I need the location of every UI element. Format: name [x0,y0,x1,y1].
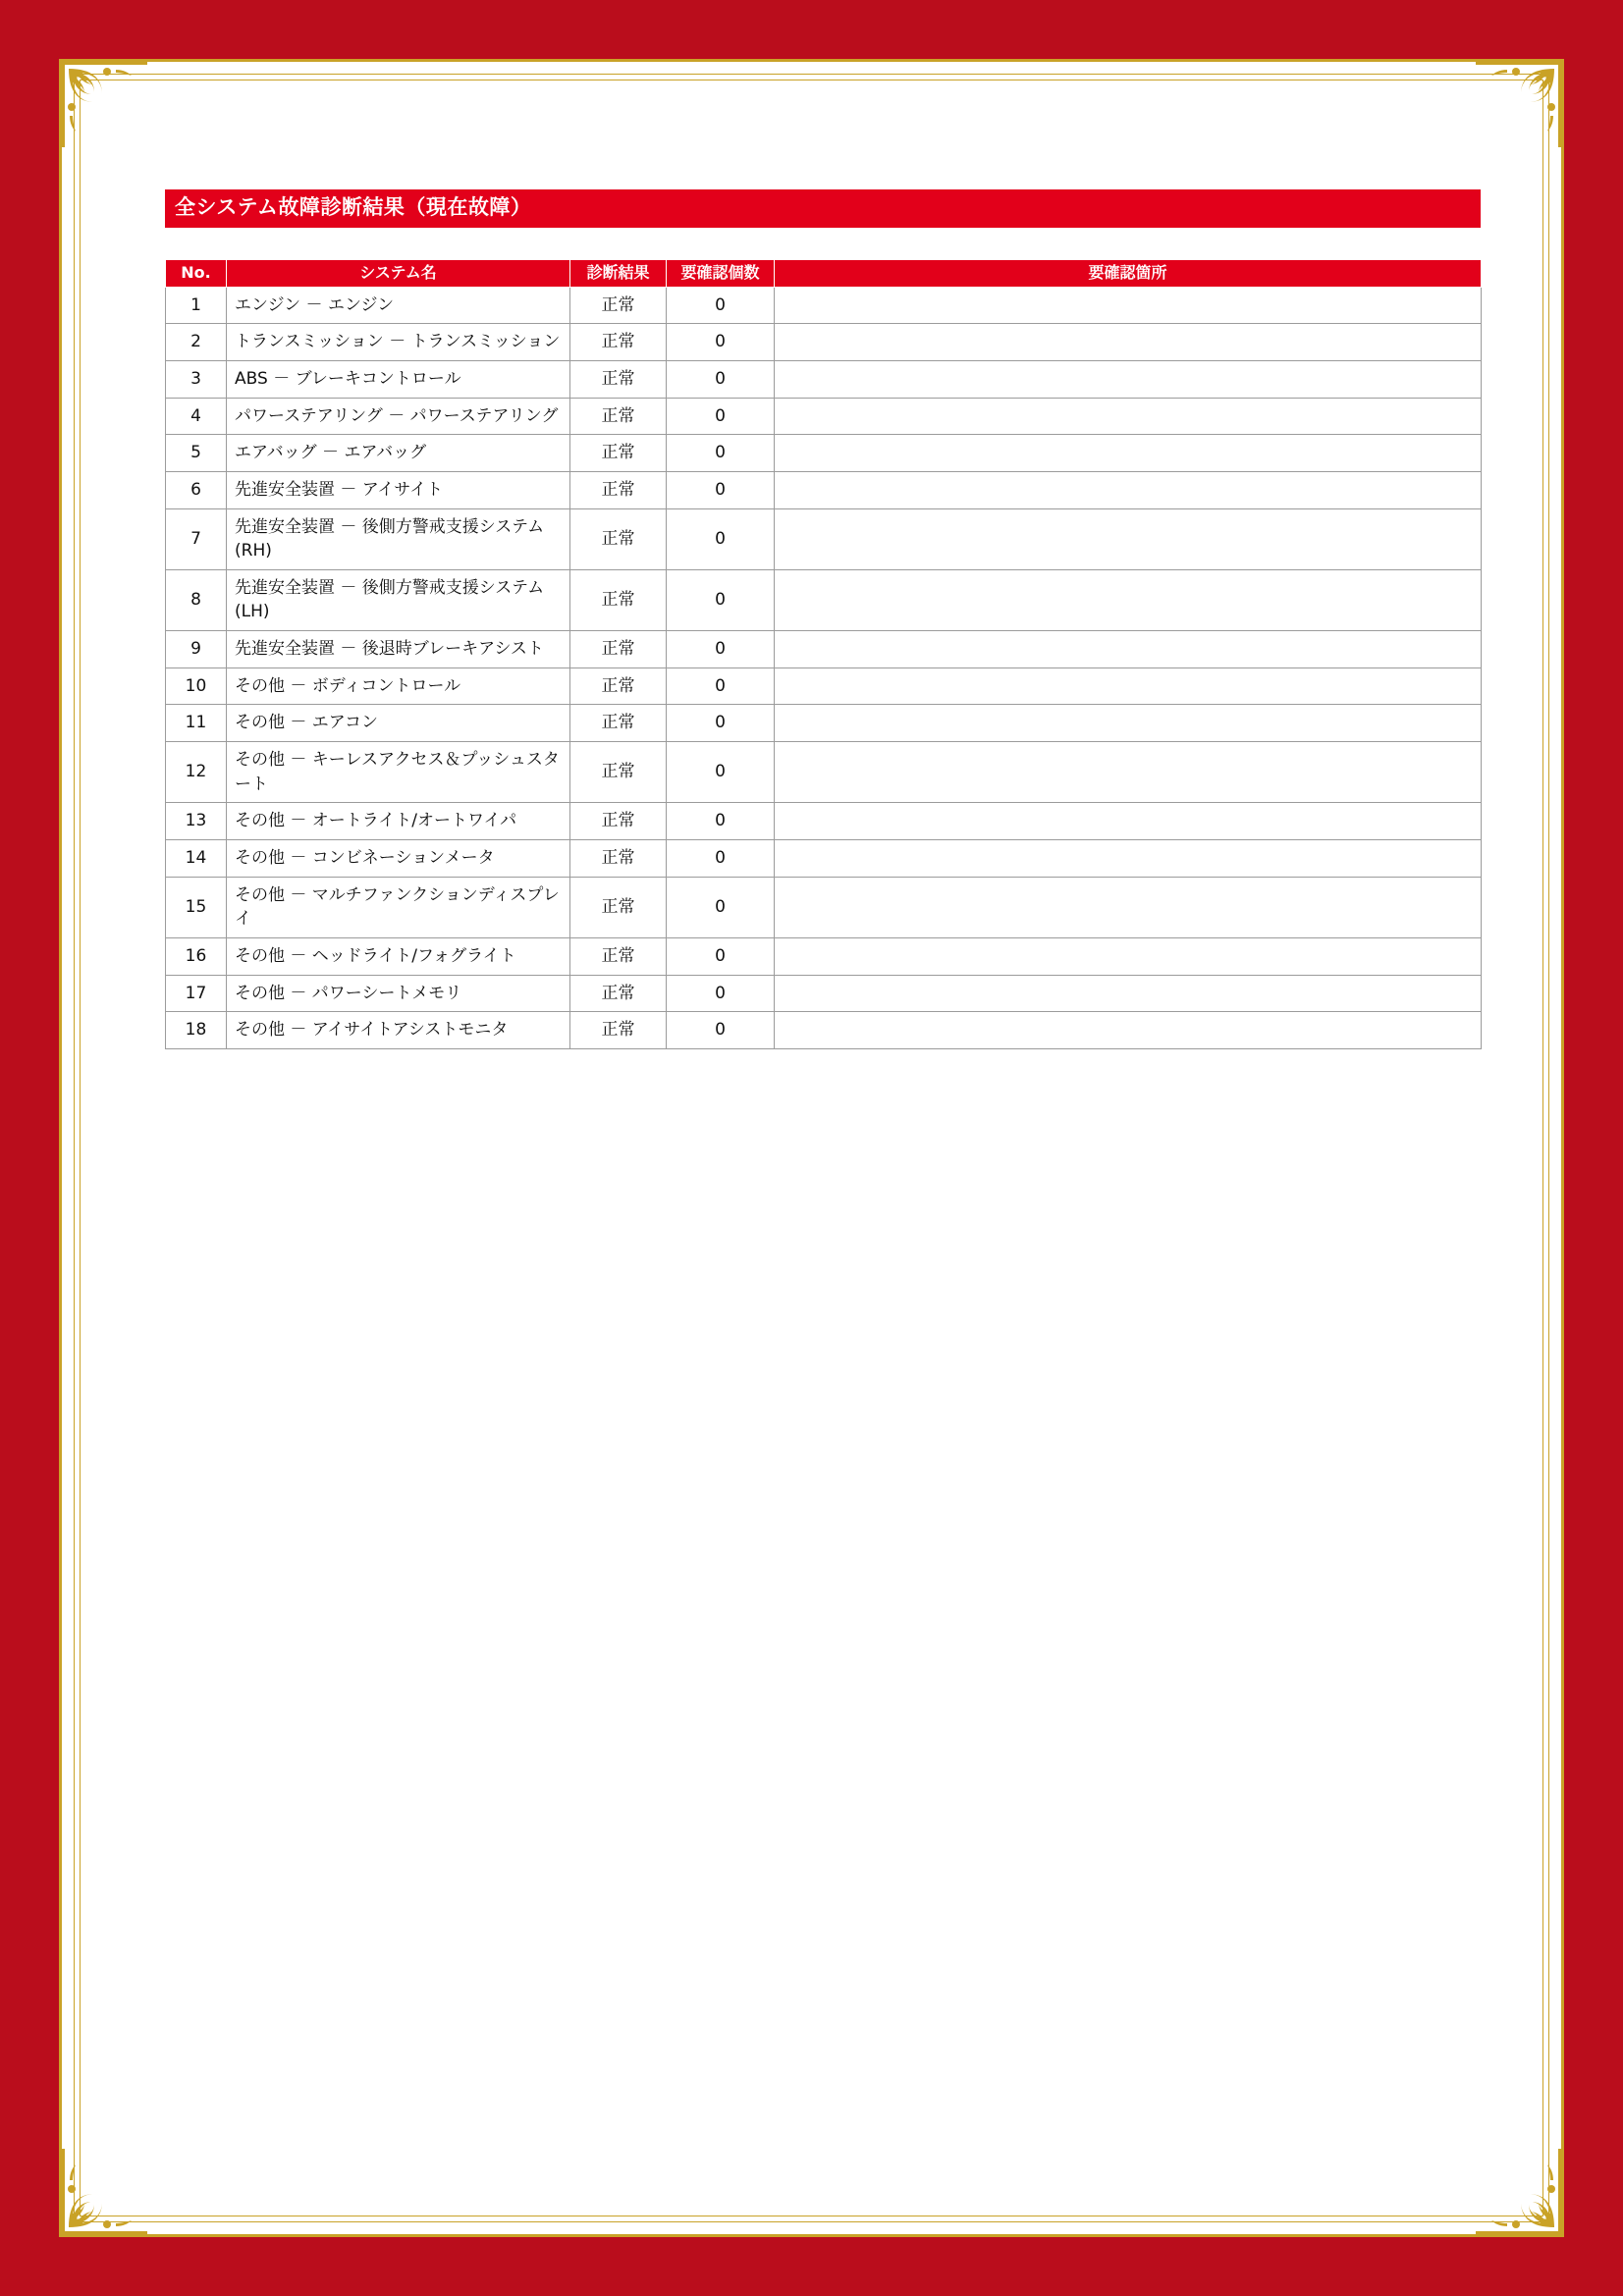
cell-check-count: 0 [667,471,775,508]
cell-check-location [775,569,1482,630]
cell-check-count: 0 [667,569,775,630]
cell-no: 16 [166,937,227,975]
cell-check-count: 0 [667,1012,775,1049]
cell-check-count: 0 [667,508,775,569]
cell-system-name: その他 － アイサイトアシストモニタ [227,1012,570,1049]
table-row [166,975,1482,1012]
table-row [166,705,1482,742]
cell-system-name: ABS － ブレーキコントロール [227,360,570,398]
column-header-count: 要確認個数 [667,260,775,288]
cell-diagnosis-result: 正常 [570,975,667,1012]
cell-check-count: 0 [667,398,775,435]
table-row [166,937,1482,975]
cell-no: 18 [166,1012,227,1049]
cell-no: 15 [166,877,227,937]
cell-no: 3 [166,360,227,398]
cell-check-location [775,705,1482,742]
cell-no: 10 [166,667,227,705]
cell-check-location [775,1012,1482,1049]
cell-diagnosis-result: 正常 [570,398,667,435]
diagnostic-results-table [165,259,1482,1049]
table-row [166,398,1482,435]
cell-diagnosis-result: 正常 [570,569,667,630]
cell-check-count: 0 [667,937,775,975]
decorative-frame-outer [59,59,1564,2237]
cell-system-name: エンジン － エンジン [227,287,570,324]
cell-check-location [775,667,1482,705]
cell-check-count: 0 [667,435,775,472]
table-row [166,324,1482,361]
cell-system-name: その他 － マルチファンクションディスプレイ [227,877,570,937]
corner-ornament-icon [59,59,147,147]
cell-check-location [775,471,1482,508]
cell-check-location [775,435,1482,472]
column-header-check: 要確認箇所 [775,260,1482,288]
cell-diagnosis-result: 正常 [570,435,667,472]
cell-system-name: その他 － コンビネーションメータ [227,839,570,877]
cell-check-location [775,360,1482,398]
cell-no: 14 [166,839,227,877]
cell-system-name: その他 － パワーシートメモリ [227,975,570,1012]
table-header-row [166,260,1482,288]
cell-system-name: 先進安全装置 － 後側方警戒支援システム(LH) [227,569,570,630]
corner-ornament-icon [1476,2149,1564,2237]
cell-diagnosis-result: 正常 [570,667,667,705]
cell-no: 17 [166,975,227,1012]
page-title: 全システム故障診断結果（現在故障） [165,189,1481,228]
table-row [166,360,1482,398]
column-header-system: システム名 [227,260,570,288]
cell-no: 11 [166,705,227,742]
table-row [166,435,1482,472]
corner-ornament-icon [59,2149,147,2237]
column-header-no: No. [166,260,227,288]
table-row [166,631,1482,668]
cell-check-count: 0 [667,975,775,1012]
cell-diagnosis-result: 正常 [570,839,667,877]
cell-no: 1 [166,287,227,324]
table-row [166,742,1482,803]
table-row [166,569,1482,630]
cell-no: 8 [166,569,227,630]
table-row [166,471,1482,508]
cell-diagnosis-result: 正常 [570,937,667,975]
cell-diagnosis-result: 正常 [570,471,667,508]
cell-diagnosis-result: 正常 [570,287,667,324]
table-body [166,287,1482,1048]
cell-check-count: 0 [667,742,775,803]
cell-system-name: パワーステアリング － パワーステアリング [227,398,570,435]
cell-check-count: 0 [667,803,775,840]
cell-check-location [775,937,1482,975]
cell-check-count: 0 [667,287,775,324]
cell-diagnosis-result: 正常 [570,803,667,840]
cell-system-name: その他 － ボディコントロール [227,667,570,705]
column-header-result: 診断結果 [570,260,667,288]
cell-system-name: その他 － ヘッドライト/フォグライト [227,937,570,975]
cell-system-name: その他 － キーレスアクセス＆プッシュスタート [227,742,570,803]
cell-system-name: その他 － オートライト/オートワイパ [227,803,570,840]
cell-check-location [775,287,1482,324]
cell-diagnosis-result: 正常 [570,1012,667,1049]
cell-check-location [775,398,1482,435]
cell-check-count: 0 [667,360,775,398]
cell-check-count: 0 [667,877,775,937]
cell-diagnosis-result: 正常 [570,631,667,668]
table-row [166,1012,1482,1049]
cell-no: 13 [166,803,227,840]
cell-no: 6 [166,471,227,508]
document-content [165,189,1481,1049]
cell-check-count: 0 [667,631,775,668]
table-row [166,287,1482,324]
table-row [166,803,1482,840]
cell-check-count: 0 [667,839,775,877]
cell-system-name: 先進安全装置 － 後側方警戒支援システム(RH) [227,508,570,569]
table-row [166,508,1482,569]
cell-system-name: 先進安全装置 － アイサイト [227,471,570,508]
cell-system-name: トランスミッション － トランスミッション [227,324,570,361]
cell-check-location [775,975,1482,1012]
cell-system-name: エアバッグ － エアバッグ [227,435,570,472]
cell-check-location [775,877,1482,937]
cell-check-count: 0 [667,705,775,742]
cell-check-location [775,803,1482,840]
cell-no: 5 [166,435,227,472]
cell-no: 12 [166,742,227,803]
corner-ornament-icon [1476,59,1564,147]
cell-no: 7 [166,508,227,569]
cell-diagnosis-result: 正常 [570,877,667,937]
cell-diagnosis-result: 正常 [570,324,667,361]
table-row [166,877,1482,937]
cell-no: 9 [166,631,227,668]
cell-diagnosis-result: 正常 [570,508,667,569]
cell-check-location [775,324,1482,361]
table-row [166,839,1482,877]
cell-check-location [775,631,1482,668]
cell-check-location [775,508,1482,569]
cell-check-count: 0 [667,667,775,705]
cell-diagnosis-result: 正常 [570,705,667,742]
cell-diagnosis-result: 正常 [570,360,667,398]
cell-no: 4 [166,398,227,435]
cell-no: 2 [166,324,227,361]
cell-diagnosis-result: 正常 [570,742,667,803]
cell-check-count: 0 [667,324,775,361]
cell-check-location [775,839,1482,877]
cell-system-name: その他 － エアコン [227,705,570,742]
cell-system-name: 先進安全装置 － 後退時ブレーキアシスト [227,631,570,668]
cell-check-location [775,742,1482,803]
table-row [166,667,1482,705]
